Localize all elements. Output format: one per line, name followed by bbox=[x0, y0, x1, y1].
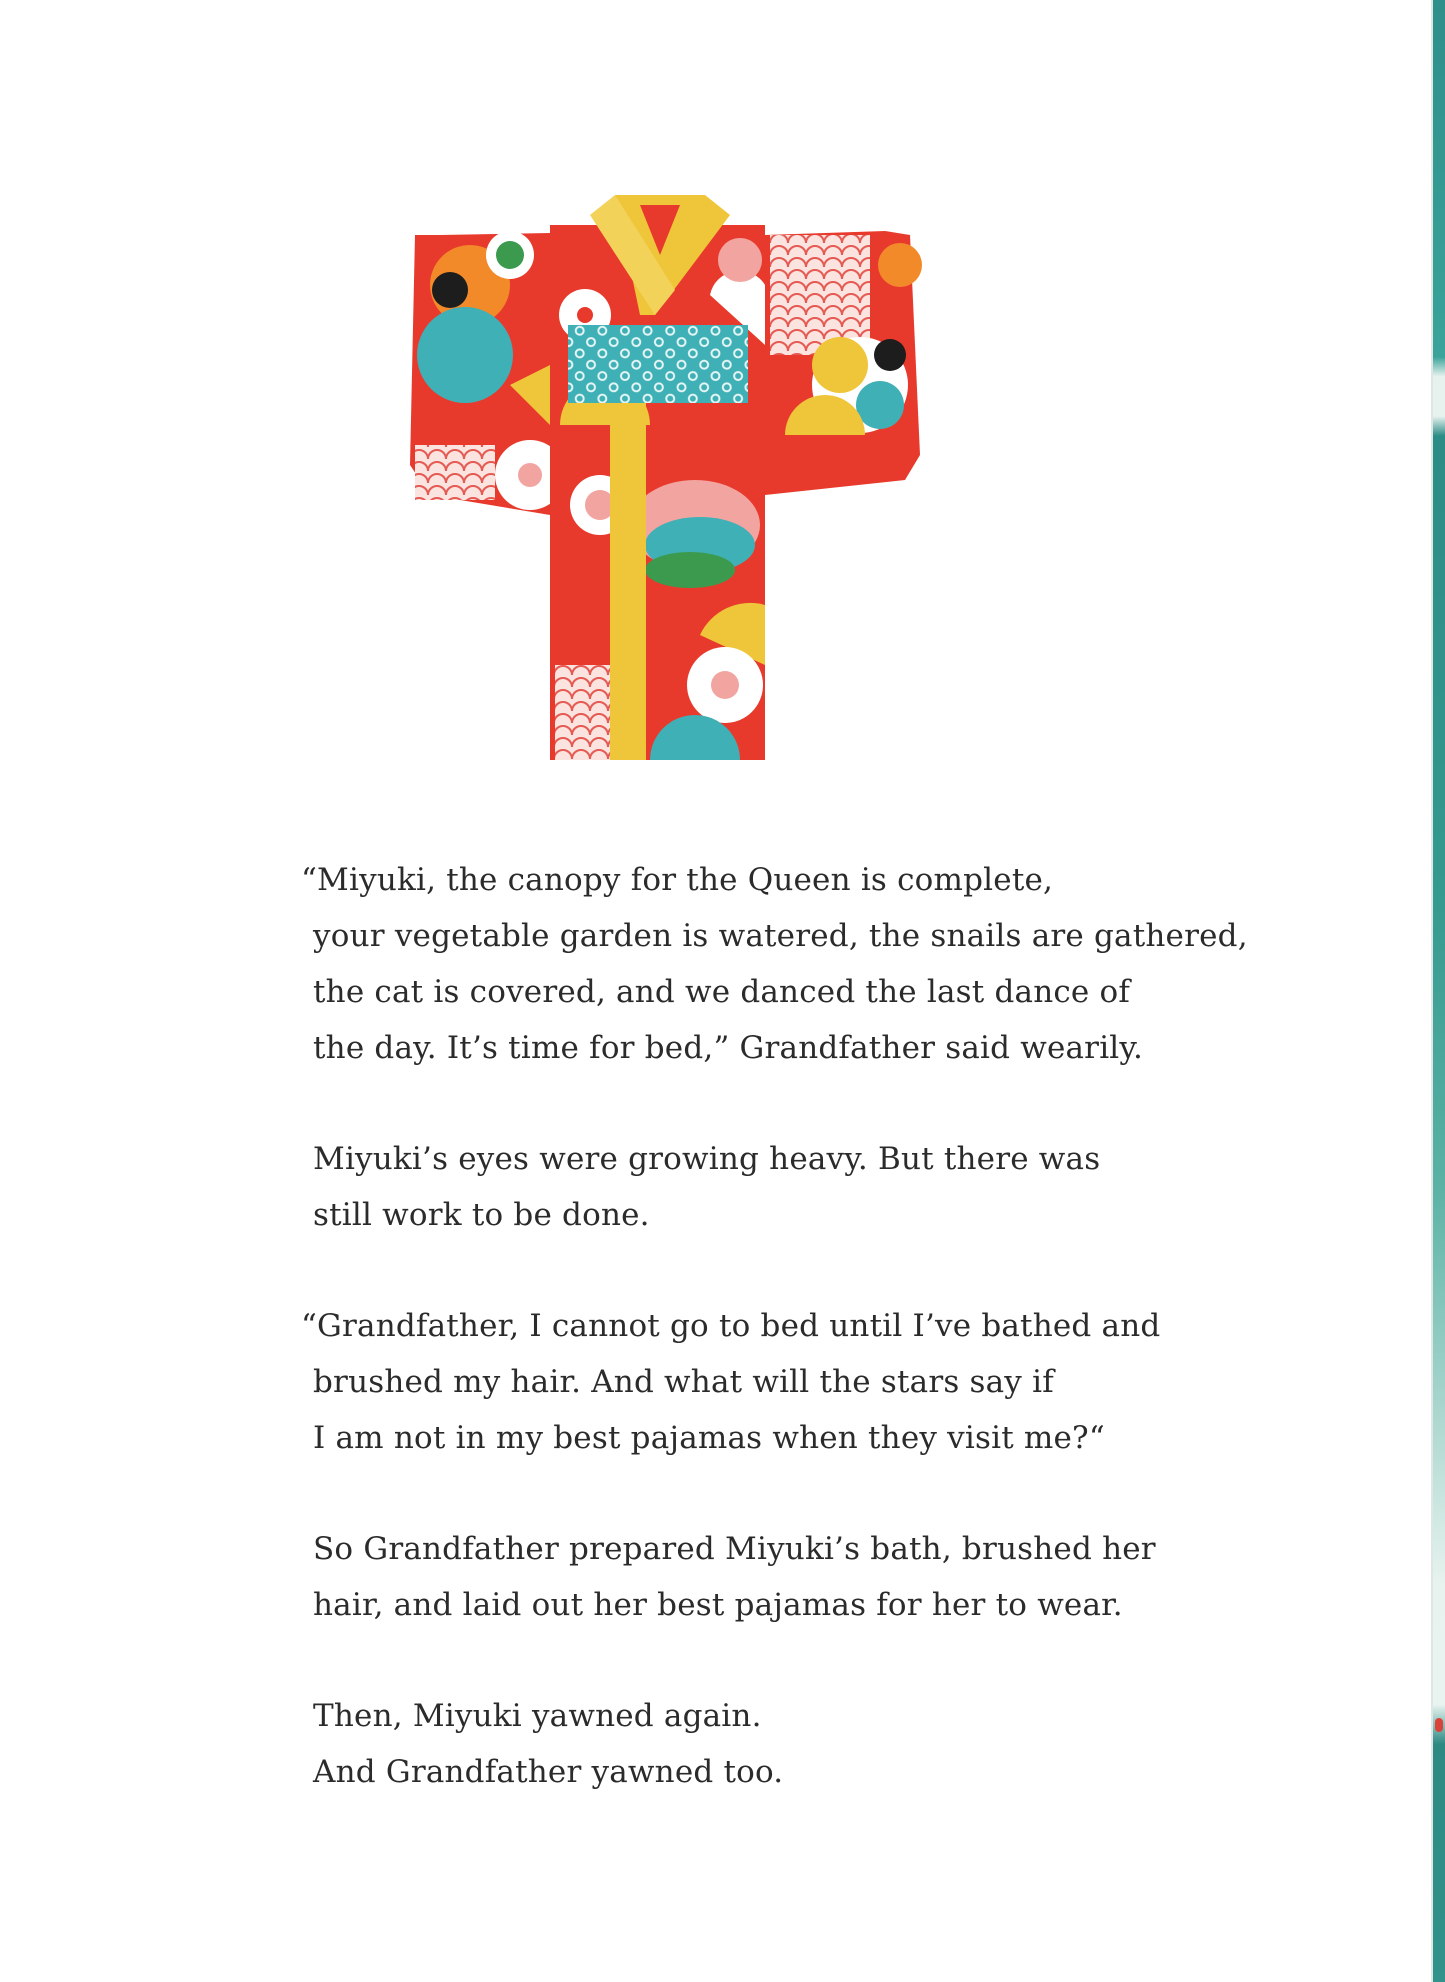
story-paragraph bbox=[297, 1131, 1197, 1243]
story-line: your vegetable garden is watered, the snails are gathered, bbox=[313, 918, 1248, 954]
kimono-illustration bbox=[410, 195, 940, 760]
obi-cord bbox=[610, 403, 646, 760]
story-line: “Miyuki, the canopy for the Queen is complete, bbox=[301, 862, 1054, 898]
story-line: brushed my hair. And what will the stars say if bbox=[313, 1364, 1054, 1400]
story-paragraph bbox=[297, 1521, 1197, 1633]
story-line: So Grandfather prepared Miyuki’s bath, brushed her bbox=[313, 1531, 1156, 1567]
right-sleeve bbox=[765, 231, 922, 495]
story-paragraph bbox=[297, 1298, 1197, 1466]
story-line: Miyuki’s eyes were growing heavy. But there was bbox=[313, 1141, 1101, 1177]
story-line: hair, and laid out her best pajamas for her to wear. bbox=[313, 1587, 1123, 1623]
story-line: “Grandfather, I cannot go to bed until I’ve bathed and bbox=[301, 1308, 1161, 1344]
story-paragraph bbox=[297, 852, 1248, 1076]
obi-sash bbox=[568, 325, 748, 403]
adjacent-page-mark bbox=[1435, 1718, 1443, 1732]
story-line: still work to be done. bbox=[313, 1197, 650, 1233]
adjacent-page-edge bbox=[1433, 0, 1445, 1982]
story-line: the cat is covered, and we danced the last dance of bbox=[313, 974, 1131, 1010]
story-line: Then, Miyuki yawned again. bbox=[313, 1698, 762, 1734]
story-line: I am not in my best pajamas when they visit me?“ bbox=[313, 1420, 1105, 1456]
story-paragraph bbox=[297, 1688, 1197, 1800]
story-line: And Grandfather yawned too. bbox=[313, 1754, 784, 1790]
story-text bbox=[297, 852, 1248, 1855]
story-line: the day. It’s time for bed,” Grandfather said wearily. bbox=[313, 1030, 1144, 1066]
left-sleeve bbox=[410, 231, 565, 515]
